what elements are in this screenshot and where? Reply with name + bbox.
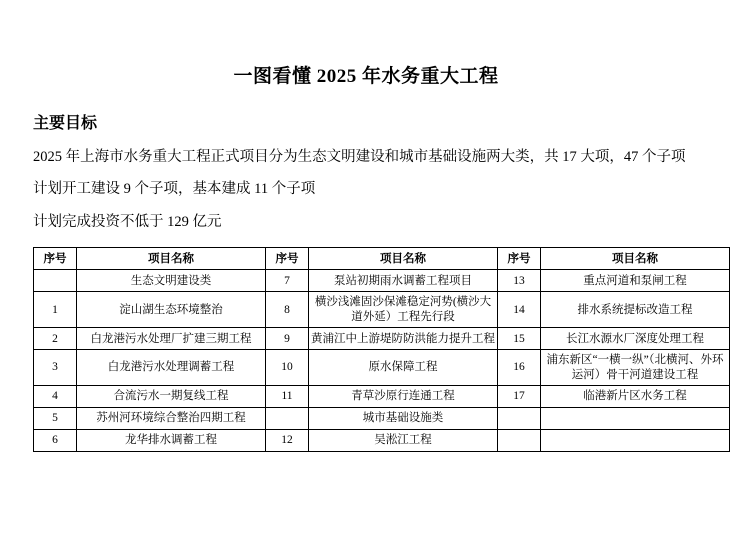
cell-no: 15 xyxy=(498,328,541,350)
header-no-3: 序号 xyxy=(498,248,541,270)
cell-no: 10 xyxy=(266,350,309,386)
header-no-2: 序号 xyxy=(266,248,309,270)
table-row xyxy=(34,407,730,429)
cell-project-name: 黄浦江中上游堤防防洪能力提升工程 xyxy=(309,328,498,350)
cell-no: 5 xyxy=(34,407,77,429)
cell-project-name xyxy=(541,429,730,451)
cell-no: 1 xyxy=(34,292,77,328)
header-name-3: 项目名称 xyxy=(541,248,730,270)
cell-project-name: 泵站初期雨水调蓄工程项目 xyxy=(309,270,498,292)
cell-no: 16 xyxy=(498,350,541,386)
cell-project-name: 合流污水一期复线工程 xyxy=(77,385,266,407)
cell-no: 2 xyxy=(34,328,77,350)
table-row xyxy=(34,270,730,292)
cell-project-name: 白龙港污水处理厂扩建三期工程 xyxy=(77,328,266,350)
cell-category-ecological: 生态文明建设类 xyxy=(77,270,266,292)
cell-no: 13 xyxy=(498,270,541,292)
cell-no xyxy=(266,407,309,429)
table-row xyxy=(34,350,730,386)
cell-project-name: 浦东新区“一横一纵”（北横河、外环运河）骨干河道建设工程 xyxy=(541,350,730,386)
cell-project-name: 龙华排水调蓄工程 xyxy=(77,429,266,451)
cell-no: 17 xyxy=(498,385,541,407)
cell-project-name: 排水系统提标改造工程 xyxy=(541,292,730,328)
table-header-row xyxy=(34,248,730,270)
cell-project-name: 淀山湖生态环境整治 xyxy=(77,292,266,328)
cell-no: 7 xyxy=(266,270,309,292)
header-no-1: 序号 xyxy=(34,248,77,270)
cell-project-name: 临港新片区水务工程 xyxy=(541,385,730,407)
page-title: 一图看懂 2025 年水务重大工程 xyxy=(233,66,499,87)
cell-no: 4 xyxy=(34,385,77,407)
cell-no: 6 xyxy=(34,429,77,451)
paragraph-investment-plan: 计划完成投资不低于 129 亿元 xyxy=(33,213,222,230)
cell-project-name: 吴淞江工程 xyxy=(309,429,498,451)
cell-project-name: 白龙港污水处理调蓄工程 xyxy=(77,350,266,386)
section-heading-main-goals: 主要目标 xyxy=(33,114,98,132)
cell-project-name: 横沙浅滩固沙保滩稳定河势(横沙大道外延）工程先行段 xyxy=(309,292,498,328)
projects-table xyxy=(33,247,730,452)
header-name-1: 项目名称 xyxy=(77,248,266,270)
cell-category-urban-infrastructure: 城市基础设施类 xyxy=(309,407,498,429)
table-row xyxy=(34,292,730,328)
cell-project-name: 重点河道和泵闸工程 xyxy=(541,270,730,292)
cell-project-name: 苏州河环境综合整治四期工程 xyxy=(77,407,266,429)
table-row xyxy=(34,328,730,350)
cell-project-name: 原水保障工程 xyxy=(309,350,498,386)
cell-no: 12 xyxy=(266,429,309,451)
cell-no xyxy=(498,429,541,451)
cell-no: 3 xyxy=(34,350,77,386)
cell-no: 8 xyxy=(266,292,309,328)
table-row xyxy=(34,385,730,407)
cell-no: 9 xyxy=(266,328,309,350)
document-page xyxy=(0,66,732,553)
table-row xyxy=(34,429,730,451)
paragraph-construction-plan: 计划开工建设 9 个子项，基本建成 11 个子项 xyxy=(33,181,316,198)
cell-no: 11 xyxy=(266,385,309,407)
cell-no xyxy=(34,270,77,292)
header-name-2: 项目名称 xyxy=(309,248,498,270)
cell-no: 14 xyxy=(498,292,541,328)
cell-project-name: 青草沙原行连通工程 xyxy=(309,385,498,407)
paragraph-project-overview: 2025 年上海市水务重大工程正式项目分为生态文明建设和城市基础设施两大类，共 17 大项，47 个子项 xyxy=(33,148,686,165)
cell-no xyxy=(498,407,541,429)
cell-project-name xyxy=(541,407,730,429)
cell-project-name: 长江水源水厂深度处理工程 xyxy=(541,328,730,350)
